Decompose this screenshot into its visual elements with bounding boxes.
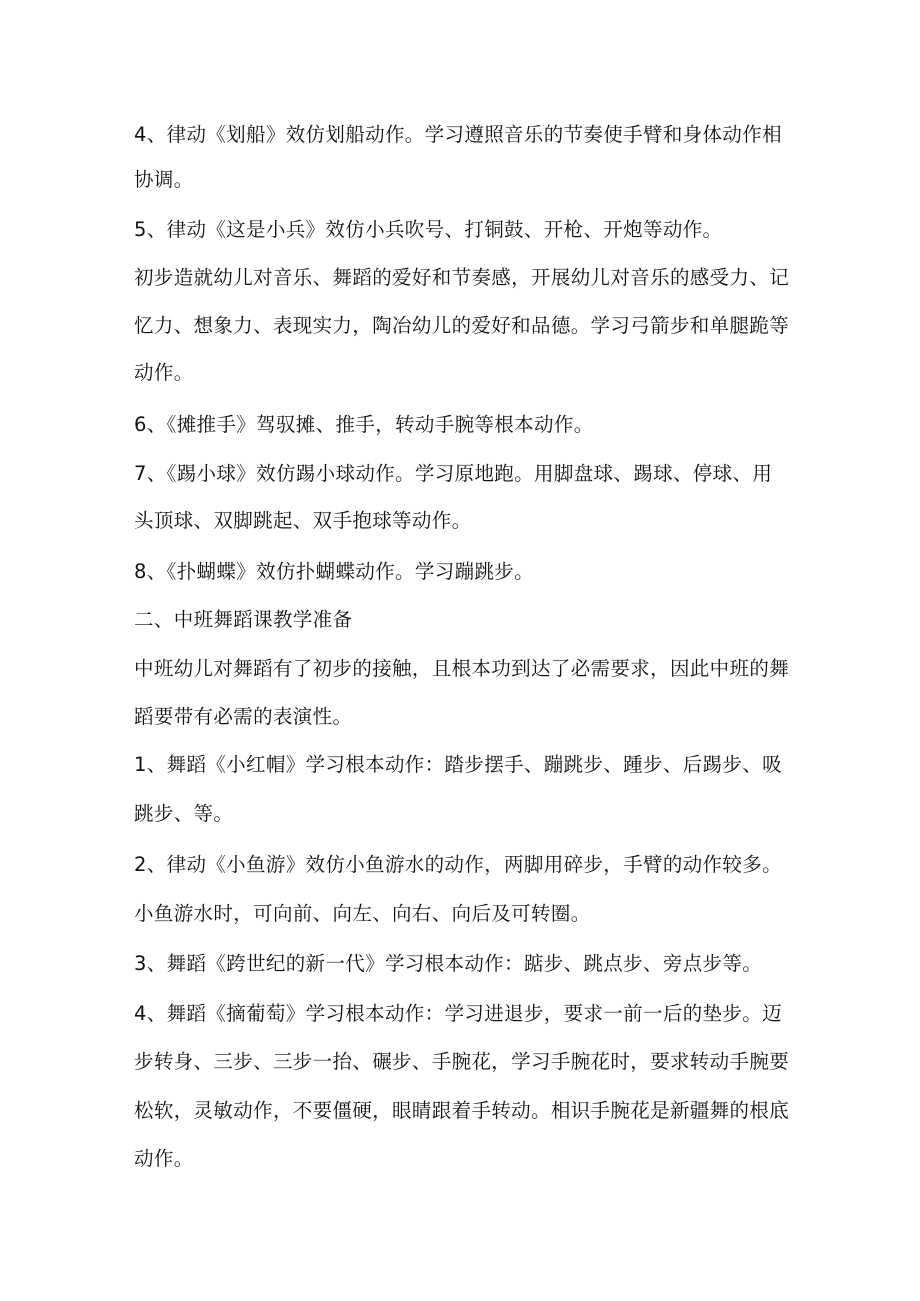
text-line: 8、《扑蝴蝶》效仿扑蝴蝶动作。学习蹦跳步。 [134, 560, 535, 583]
text-line: 动作。 [134, 361, 194, 384]
text-line: 5、律动《这是小兵》效仿小兵吹号、打铜鼓、开枪、开炮等动作。 [134, 218, 723, 241]
text-line: 1、舞蹈《小红帽》学习根本动作：踏步摆手、蹦跳步、踵步、后踢步、吸 [134, 753, 782, 776]
text-line: 协调。 [134, 168, 194, 191]
text-line: 小鱼游水时，可向前、向左、向右、向后及可转圈。 [134, 902, 591, 925]
text-line: 7、《踢小球》效仿踢小球动作。学习原地跑。用脚盘球、踢球、停球、用 [134, 462, 773, 485]
text-line: 4、舞蹈《摘葡萄》学习根本动作：学习进退步，要求一前一后的垫步。迈 [134, 1002, 782, 1025]
text-line: 步转身、三步、三步一抬、碾步、手腕花，学习手腕花时，要求转动手腕要 [134, 1050, 790, 1073]
section-heading: 二、中班舞蹈课教学准备 [134, 608, 353, 631]
text-line: 初步造就幼儿对音乐、舞蹈的爱好和节奏感，开展幼儿对音乐的感受力、记 [134, 266, 790, 289]
text-line: 头顶球、双脚跳起、双手抱球等动作。 [134, 509, 472, 532]
text-line: 6、《摊推手》驾驭摊、推手，转动手腕等根本动作。 [134, 413, 594, 436]
text-line: 2、律动《小鱼游》效仿小鱼游水的动作，两脚用碎步，手臂的动作较多。 [134, 853, 782, 876]
text-line: 松软，灵敏动作，不要僵硬，眼睛跟着手转动。相识手腕花是新疆舞的根底 [134, 1099, 790, 1122]
text-line: 跳步、等。 [134, 802, 234, 825]
text-line: 动作。 [134, 1147, 194, 1170]
text-line: 4、律动《划船》效仿划船动作。学习遵照音乐的节奏使手臂和身体动作相 [134, 123, 782, 146]
text-line: 中班幼儿对舞蹈有了初步的接触，且根本功到达了必需要求，因此中班的舞 [134, 657, 790, 680]
text-line: 蹈要带有必需的表演性。 [134, 705, 353, 728]
text-line: 3、舞蹈《跨世纪的新一代》学习根本动作：踮步、跳点步、旁点步等。 [134, 952, 763, 975]
text-line: 忆力、想象力、表现实力，陶冶幼儿的爱好和品德。学习弓箭步和单腿跪等 [134, 314, 790, 337]
